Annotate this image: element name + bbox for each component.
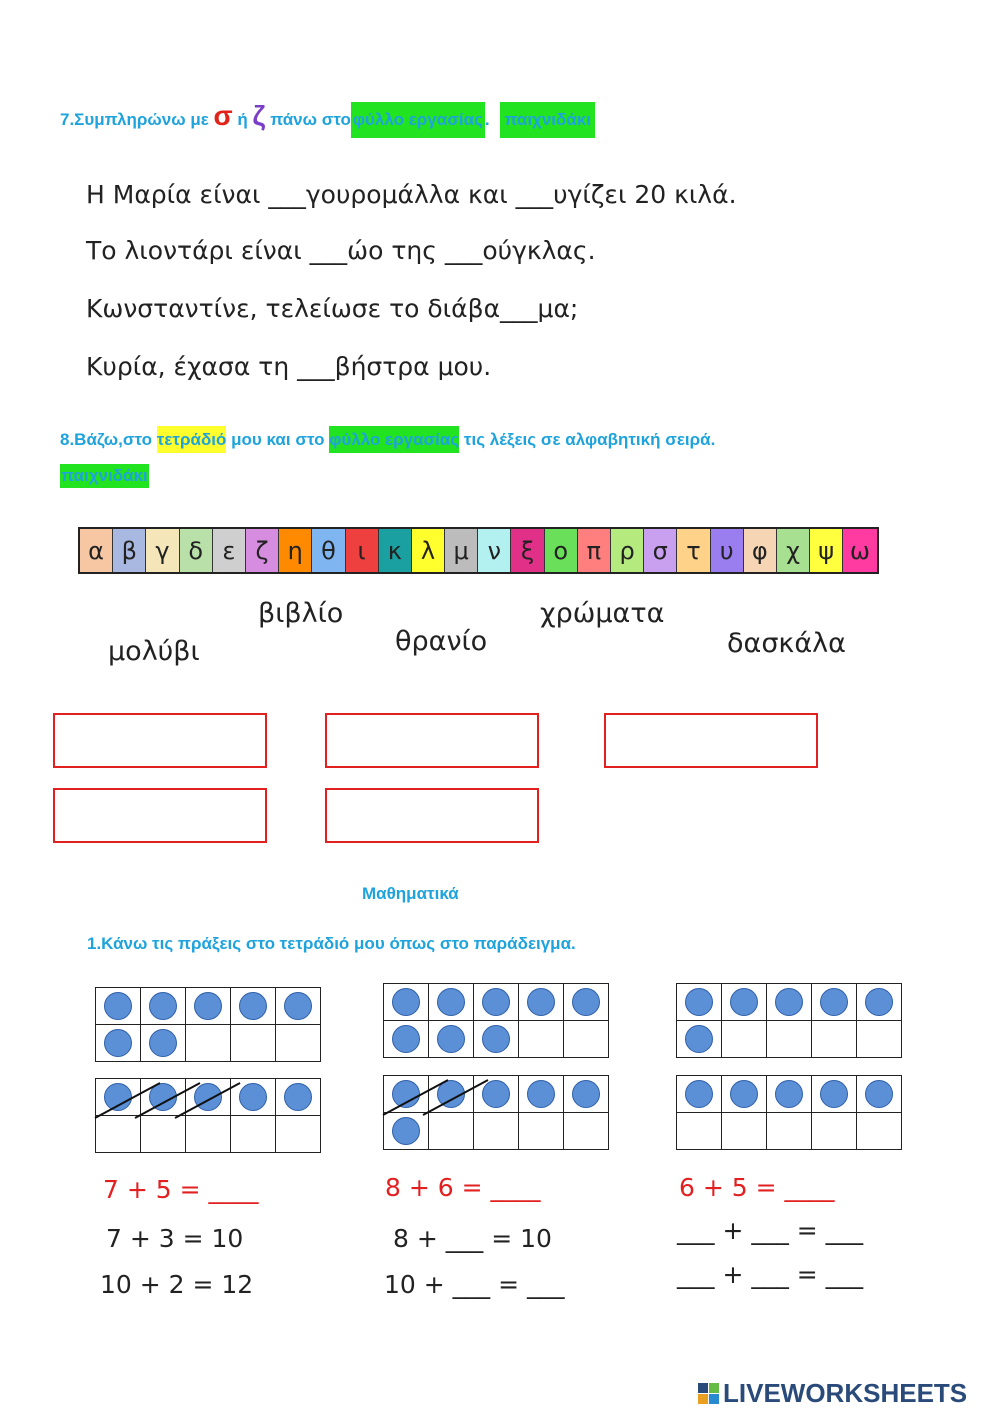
section-7-instruction [60,100,595,138]
notebook-highlight: τετράδιό [157,426,227,453]
alphabet-letter: υ [711,529,744,572]
sentence-1: Η Μαρία είναι ___γουρομάλλα και ___υγίζει 20 κιλά. [86,180,737,209]
counter-dot [865,988,893,1016]
frame-cell [812,1113,857,1150]
frame-cell [519,1021,564,1058]
counter-dot [865,1080,893,1108]
alphabet-letter: χ [777,529,810,572]
frame-cell [677,1076,722,1113]
answer-box-4[interactable] [53,788,267,843]
section-8-suffix: τις λέξεις σε αλφαβητική σειρά. [463,430,716,449]
frame-cell [857,1113,902,1150]
sentence-4: Κυρία, έχασα τη ___βήστρα μου. [86,352,492,381]
math-instruction: 1.Κάνω τις πράξεις στο τετράδιό μου όπως στο παράδειγμα. [87,934,576,953]
section-7-prefix: 7.Συμπληρώνω με [60,110,209,129]
alphabet-letter: π [578,529,611,572]
frame-cell [384,1021,429,1058]
counter-dot [685,988,713,1016]
frame-cell [857,1021,902,1058]
frame-cell [722,1021,767,1058]
problem-3-step-1[interactable]: ___ + ___ = ___ [677,1216,864,1245]
letter-sigma: σ [213,100,233,131]
section-7-middle: πάνω στο [270,110,351,129]
alphabet-letter: λ [412,529,445,572]
frame-cell [812,1076,857,1113]
problem-1-step-1: 7 + 3 = 10 [106,1224,244,1253]
frame-cell [384,984,429,1021]
counter-dot [527,988,555,1016]
game-link[interactable]: παιχνιδάκι [500,102,595,138]
alphabet-letter: δ [180,529,213,572]
frame-cell [186,1025,231,1062]
alphabet-letter: ψ [810,529,843,572]
counter-dot [149,992,177,1020]
frame-cell [276,1025,321,1062]
counter-dot [820,1080,848,1108]
frame-cell [141,1025,186,1062]
alphabet-letter: ξ [511,529,544,572]
counter-dot [730,1080,758,1108]
frame-cell [812,984,857,1021]
frame-cell [429,984,474,1021]
frame-cell [519,984,564,1021]
word-chromata[interactable]: χρώματα [540,598,665,629]
alphabet-letter: τ [677,529,710,572]
counter-dot [730,988,758,1016]
problem-1-equation[interactable]: 7 + 5 = ____ [103,1175,259,1204]
liveworksheets-logo [698,1378,967,1409]
frame-cell [722,984,767,1021]
alphabet-letter: ε [213,529,246,572]
section-8-instruction [60,430,715,450]
alphabet-letter: ο [545,529,578,572]
counter-dot [239,992,267,1020]
answer-box-1[interactable] [53,713,267,768]
answer-box-2[interactable] [325,713,539,768]
frame-cell [564,984,609,1021]
counter-dot [685,1025,713,1053]
sentence-3: Κωνσταντίνε, τελείωσε το διάβα___μα; [86,294,579,323]
counter-dot [194,992,222,1020]
problem-2-equation[interactable]: 8 + 6 = ____ [385,1173,541,1202]
frame-cell [231,988,276,1025]
dot-separator: . [484,110,490,129]
alphabet-letter: ζ [246,529,279,572]
alphabet-letter: φ [744,529,777,572]
frame-cell [767,984,812,1021]
frame-cell [767,1076,812,1113]
frame-cell [767,1113,812,1150]
frame-cell [231,1025,276,1062]
section-8-prefix: 8.Βάζω,στο [60,430,152,449]
frame-cell [96,988,141,1025]
ten-frame-bottom-3 [676,1075,902,1150]
ten-frame-bottom-1 [95,1078,321,1153]
frame-cell [276,988,321,1025]
alphabet-letter: ω [843,529,876,572]
alphabet-letter: γ [146,529,179,572]
counter-dot [572,988,600,1016]
word-moluvi[interactable]: μολύβι [108,636,200,667]
counter-dot [482,988,510,1016]
ten-frame-bottom-2 [383,1075,609,1150]
counter-dot [685,1080,713,1108]
problem-3-equation[interactable]: 6 + 5 = ____ [679,1173,835,1202]
problem-2-step-1[interactable]: 8 + ___ = 10 [393,1224,552,1253]
word-vivlio[interactable]: βιβλίο [258,598,344,629]
counter-dot [284,992,312,1020]
counter-dot [482,1025,510,1053]
frame-cell [722,1113,767,1150]
frame-cell [677,1113,722,1150]
or-word: ή [237,110,248,129]
logo-icon [698,1383,719,1404]
sentence-2: Το λιοντάρι είναι ___ώο της ___ούγκλας. [86,236,596,265]
ten-frame-top-2 [383,983,609,1058]
alphabet-letter: ρ [611,529,644,572]
frame-cell [474,984,519,1021]
strike-line [383,1080,448,1115]
frame-cell [812,1021,857,1058]
section-8-middle: μου και στο [231,430,325,449]
counter-dot [149,1029,177,1057]
alphabet-strip [78,527,879,574]
frame-cell [564,1021,609,1058]
alphabet-letter: η [279,529,312,572]
frame-cell [677,1021,722,1058]
frame-cell [767,1021,812,1058]
strike-line [423,1080,488,1115]
strike-line [175,1083,240,1118]
word-thranio[interactable]: θρανίο [395,626,488,657]
frame-cell [474,1021,519,1058]
alphabet-letter: ι [346,529,379,572]
alphabet-letter: ν [478,529,511,572]
frame-cell [857,1076,902,1113]
alphabet-letter: β [113,529,146,572]
math-heading: Μαθηματικά [362,884,459,903]
alphabet-letter: σ [644,529,677,572]
frame-cell [857,984,902,1021]
ten-frame-top-3 [676,983,902,1058]
game-link-2[interactable]: παιχνιδάκι [60,464,149,488]
section-8-game-row [60,464,149,488]
frame-cell [722,1076,767,1113]
strike-line [135,1083,200,1118]
word-daskala[interactable]: δασκάλα [727,628,846,659]
counter-dot [392,1025,420,1053]
logo-text: LIVEWORKSHEETS [723,1378,968,1408]
counter-dot [104,992,132,1020]
strike-line [95,1083,160,1118]
counter-dot [104,1029,132,1057]
alphabet-letter: α [80,529,113,572]
problem-3-step-2[interactable]: ___ + ___ = ___ [677,1260,864,1289]
problem-2-step-2[interactable]: 10 + ___ = ___ [384,1270,565,1299]
alphabet-letter: κ [379,529,412,572]
problem-1-step-2: 10 + 2 = 12 [100,1270,254,1299]
frame-cell [429,1021,474,1058]
letter-zeta: ζ [252,100,266,131]
alphabet-letter: μ [445,529,478,572]
counter-dot [392,988,420,1016]
alphabet-letter: θ [312,529,345,572]
answer-box-5[interactable] [325,788,539,843]
worksheet-link-2[interactable]: φύλλο εργασίας [329,426,459,453]
counter-dot [775,988,803,1016]
counter-dot [437,988,465,1016]
strike-lines [373,1075,613,1135]
frame-cell [677,984,722,1021]
answer-box-3[interactable] [604,713,818,768]
worksheet-link[interactable]: φύλλο εργασίας [351,102,485,138]
counter-dot [437,1025,465,1053]
counter-dot [775,1080,803,1108]
frame-cell [186,988,231,1025]
counter-dot [820,988,848,1016]
frame-cell [141,988,186,1025]
strike-lines [85,1078,325,1138]
ten-frame-top-1 [95,987,321,1062]
frame-cell [96,1025,141,1062]
